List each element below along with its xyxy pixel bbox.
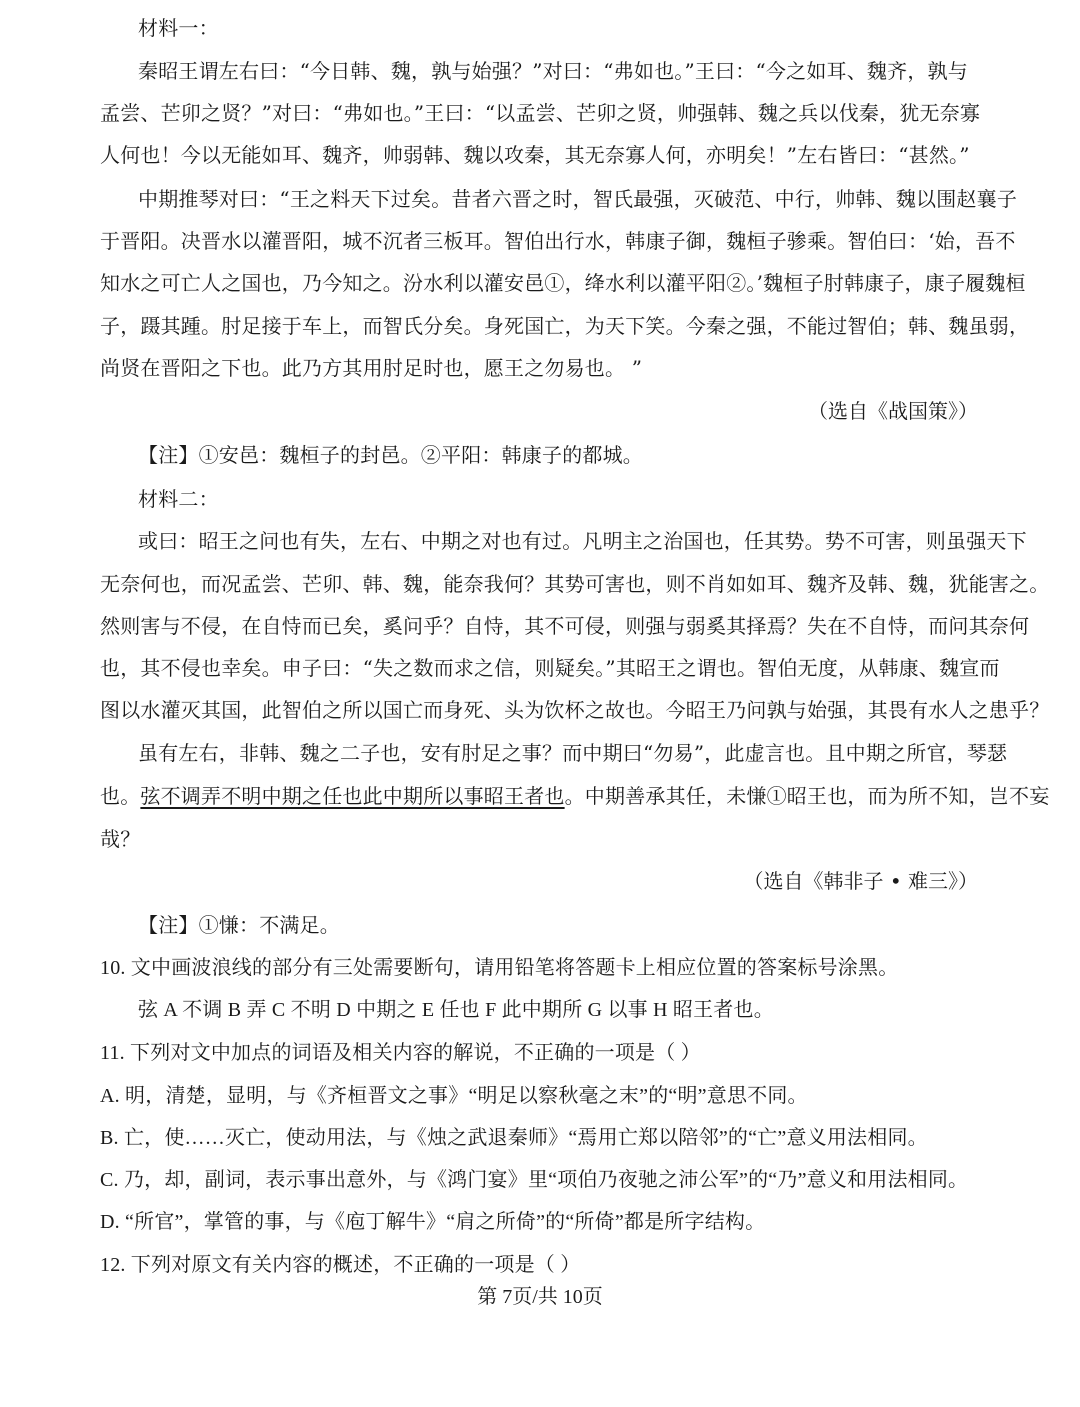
question-11-option-d: D. “所官”，掌管的事，与《庖丁解牛》“肩之所倚”的“所倚”都是所字结构。 bbox=[100, 1211, 766, 1233]
material1-p2-line: 子，蹑其踵。肘足接于车上，而智氏分矣。身死国亡，为天下笑。今秦之强，不能过智伯；韩、魏虽弱， bbox=[100, 314, 1030, 338]
material2-p2-line bbox=[100, 783, 1049, 809]
material2-p2-line: 虽有左右，非韩、魏之二子也，安有肘足之事？而中期曰“勿易”，此虚言也。且中期之所官，琴瑟 bbox=[138, 741, 1008, 765]
material1-p1-line: 秦昭王谓左右曰：“今日韩、魏，孰与始强？”对曰：“弗如也。”王曰：“今之如耳、魏齐，孰与 bbox=[138, 59, 968, 83]
material1-note: 【注】①安邑：魏桓子的封邑。②平阳：韩康子的都城。 bbox=[138, 443, 643, 467]
material1-p2-line: 中期推琴对曰：“王之料天下过矣。昔者六晋之时，智氏最强，灭破范、中行，帅韩、魏以围赵襄子 bbox=[138, 187, 1018, 211]
question-10: 10. 文中画波浪线的部分有三处需要断句，请用铅笔将答题卡上相应位置的答案标号涂黑。 bbox=[100, 957, 899, 979]
wavy-underlined-passage: 弦不调弄不明中期之任也此中期所以事昭王者也 bbox=[140, 784, 565, 808]
material1-p2-line: 知水之可亡人之国也，乃今知之。汾水利以灌安邑①，绛水利以灌平阳②。’魏桓子肘韩康子，康子履魏桓 bbox=[100, 271, 1026, 295]
question-11-option-a: A. 明，清楚，显明，与《齐桓晋文之事》“明足以察秋毫之末”的“明”意思不同。 bbox=[100, 1085, 808, 1107]
material2-p1-line: 或曰：昭王之问也有失，左右、中期之对也有过。凡明主之治国也，任其势。势不可害，则虽强天下 bbox=[138, 529, 1027, 553]
question-10-passage: 弦 A 不调 B 弄 C 不明 D 中期之 E 任也 F 此中期所 G 以事 H 昭王者也。 bbox=[138, 999, 774, 1021]
material2-p1-line: 图以水灌灭其国，此智伯之所以国亡而身死、头为饮杯之故也。今昭王乃问孰与始强，其畏有水人之患乎？ bbox=[100, 698, 1050, 722]
material2-source: （选自《韩非子 • 难三》） bbox=[743, 869, 978, 893]
question-11-option-b: B. 亡，使……灭亡，使动用法，与《烛之武退秦师》“焉用亡郑以陪邻”的“亡”意义用法相同。 bbox=[100, 1127, 928, 1149]
material2-p2-line2-start: 也。 bbox=[100, 784, 141, 808]
material2-note: 【注】①慊：不满足。 bbox=[138, 913, 340, 937]
material1-p2-line: 尚贤在晋阳之下也。此乃方其用肘足时也，愿王之勿易也。 ” bbox=[100, 356, 643, 380]
material1-heading: 材料一： bbox=[138, 16, 219, 40]
material2-p2-line: 哉？ bbox=[100, 827, 141, 851]
material2-p2-line2-end: 。中期善承其任，未慊①昭王也，而为所不知，岂不妄 bbox=[564, 784, 1050, 808]
question-12: 12. 下列对原文有关内容的概述，不正确的一项是（ ） bbox=[100, 1254, 581, 1276]
page-number: 第 7页/共 10页 bbox=[477, 1286, 603, 1308]
material2-p1-line: 无奈何也，而况孟尝、芒卯、韩、魏，能奈我何？其势可害也，则不肖如如耳、魏齐及韩、魏，犹能害之。 bbox=[100, 572, 1050, 596]
material1-source: （选自《战国策》） bbox=[808, 399, 978, 423]
material1-p2-line: 于晋阳。决晋水以灌晋阳，城不沉者三板耳。智伯出行水，韩康子御，魏桓子骖乘。智伯曰：‘始，吾不 bbox=[100, 229, 1016, 253]
material1-p1-line: 人何也！今以无能如耳、魏齐，帅弱韩、魏以攻秦，其无奈寡人何，亦明矣！”左右皆曰：“甚然。” bbox=[100, 143, 970, 167]
material2-p1-line: 也，其不侵也幸矣。申子曰：“失之数而求之信，则疑矣。”其昭王之谓也。智伯无度，从韩康、魏宣而 bbox=[100, 656, 1000, 680]
material1-p1-line: 孟尝、芒卯之贤？”对曰：“弗如也。”王曰：“以孟尝、芒卯之贤，帅强韩、魏之兵以伐秦，犹无奈寡 bbox=[100, 101, 981, 125]
question-11-option-c: C. 乃，却，副词，表示事出意外，与《鸿门宴》里“项伯乃夜驰之沛公军”的“乃”意义和用法相同。 bbox=[100, 1169, 969, 1191]
material2-heading: 材料二： bbox=[138, 487, 219, 511]
question-11: 11. 下列对文中加点的词语及相关内容的解说，不正确的一项是（ ） bbox=[100, 1042, 701, 1064]
material2-p1-line: 然则害与不侵，在自恃而已矣，奚问乎？自恃，其不可侵，则强与弱奚其择焉？失在不自恃，而问其奈何 bbox=[100, 614, 1030, 638]
